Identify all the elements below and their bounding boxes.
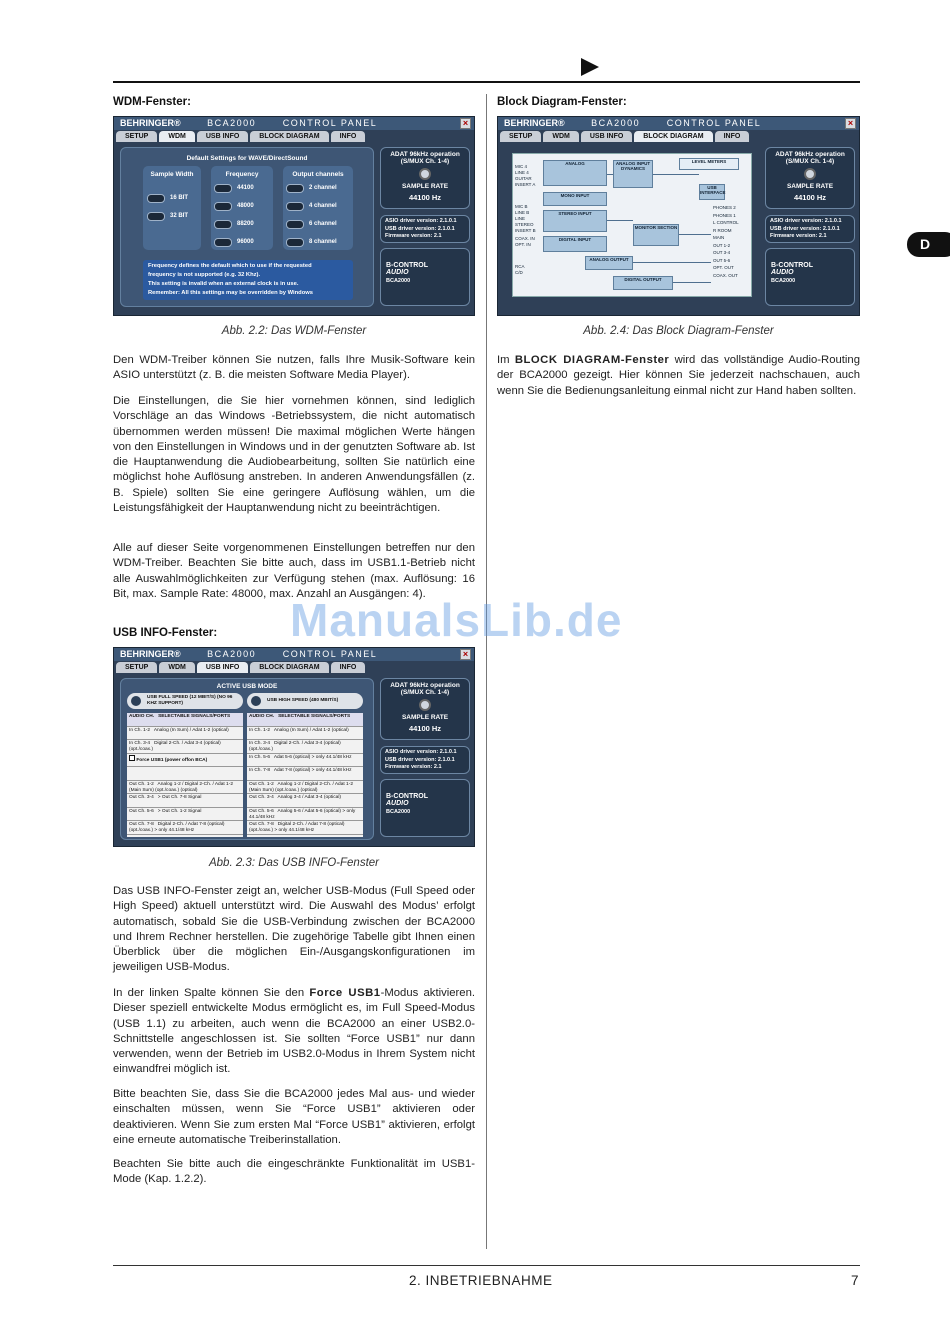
adat-knob-icon[interactable] (804, 168, 816, 180)
logo-box: B-CONTROL AUDIO BCA2000 (380, 248, 470, 306)
bit-16-option[interactable]: 16 BIT (147, 189, 201, 207)
freq-88200-option[interactable]: 88200 (214, 215, 273, 233)
usb-paragraph-1: Das USB INFO-Fenster zeigt an, welcher USB-Modus (Full Speed oder High Speed) aktuell unterstützt wird. Die Auswahl des Modus’ erfolgt automatisch, sobald Sie die USB-Verbindung zwischen der BCA2000 und Ihrem Rechner herstellen. Die zugehörige Tabelle gibt Ihnen einen Überblick über die möglichen Ein-/Ausgangskonfigurationen im jeweiligen USB-Modus. (113, 885, 475, 974)
tab-info[interactable]: INFO (715, 131, 750, 142)
block-diagram-heading: Block Diagram-Fenster: (497, 96, 627, 108)
version-box: ASIO driver version: 2.1.0.1 USB driver version: 2.1.0.1 Firmware version: 2.1 (380, 746, 470, 774)
full-speed-table (127, 713, 243, 837)
table-row: Out Ch. 5-6 Analog 5-6 / Adat 5-6 (optical) > only 44.1/48 kHz (247, 808, 363, 822)
high-speed-indicator: USB HIGH SPEED (480 MBIT/S) (247, 693, 363, 709)
usb-paragraph-2: In der linken Spalte können Sie den Force USB1-Modus aktivieren. Dieser speziell entwickelte Modus ermöglicht es, im Full Speed-Modus (USB 1.1) zu arbeiten, auch wenn die BCA2000 an einer USB2.0-Schnittstelle angeschlossen ist. Sie sollten “Force USB1” nur dann verwenden, wenn der Betrieb im USB2.0-Modus in Ihrem System nicht einwandfrei möglich ist. (113, 987, 475, 1076)
wdm-paragraph-2: Die Einstellungen, die Sie hier vornehmen können, sind lediglich Vorschläge an das Windows -Betriebssystem, die nicht automatisch übernommen werden müssen! Die maximal möglichen Werte hängen von den Einstellungen in Windows und in der genutzten Software ab. Ist die Hauptanwendung die Audiobearbeitung, sollten Sie natürlich eine möglichst hohe Auflösung anstreben. In anderen Anwendungsfällen (z. B. Spiele) sollten Sie eine geringere Auflösung wählen, um die Leistungsfähigkeit der Hauptanwendung nicht zu beeinträchtigen. (113, 395, 475, 515)
sample-width-group (143, 166, 201, 250)
digital-input-block: DIGITAL INPUT (543, 236, 607, 252)
close-icon[interactable]: × (460, 118, 471, 129)
sample-rate-box: ADAT 96kHz operation (S/MUX Ch. 1-4) SAMPLE RATE 44100 Hz (380, 678, 470, 740)
radio-button[interactable] (286, 184, 304, 193)
signal-line (607, 220, 633, 221)
analog-block: ANALOG (543, 160, 607, 186)
tab-setup[interactable]: SETUP (116, 662, 157, 673)
radio-button[interactable] (214, 220, 232, 229)
table-row: Out Ch. 1-2 Analog 1-2 / Digital 2-Ch. / Adat 1-2 (Main Sum) (opt./coax.) (optical) (127, 781, 243, 795)
tab-info[interactable]: INFO (331, 662, 366, 673)
language-tab-d: D (907, 232, 950, 257)
model-label: BCA2000 (591, 118, 641, 128)
force-usb1-row[interactable]: Force USB1 (power offon BCA) (127, 754, 243, 768)
tab-block-diagram[interactable]: BLOCK DIAGRAM (250, 131, 328, 142)
tab-wdm[interactable]: WDM (159, 662, 195, 673)
out-8ch-option[interactable]: 8 channel (286, 233, 353, 251)
level-meters-block: LEVEL METERS (679, 158, 739, 170)
tab-usb-info[interactable]: USB INFO (581, 131, 632, 142)
block-diagram-paragraph: Im BLOCK DIAGRAM-Fenster wird das vollständige Audio-Routing der BCA2000 gezeigt. Hier können Sie jederzeit nachschauen, auch wenn Sie die Bedienungsanleitung einmal nicht zur Hand haben sollten. (497, 354, 860, 397)
sample-rate-box: ADAT 96kHz operation (S/MUX Ch. 1-4) SAMPLE RATE 44100 Hz (380, 147, 470, 209)
window-title: CONTROL PANEL (666, 118, 762, 128)
close-icon[interactable]: × (460, 649, 471, 660)
defaults-title: Default Settings for WAVE/DirectSound (186, 155, 308, 162)
radio-button[interactable] (214, 184, 232, 193)
signal-line (607, 174, 613, 175)
frequency-label: Frequency (225, 171, 259, 178)
bottom-rule (113, 1265, 860, 1266)
tab-usb-info[interactable]: USB INFO (197, 662, 248, 673)
model-label: BCA2000 (207, 118, 257, 128)
brand-label: BEHRINGER® (504, 118, 565, 128)
high-speed-table (247, 713, 363, 837)
tab-bar (500, 131, 749, 142)
wdm-caption: Abb. 2.2: Das WDM-Fenster (221, 325, 367, 337)
bit-32-option[interactable]: 32 BIT (147, 207, 201, 225)
signal-line (679, 234, 711, 235)
dynamics-block: ANALOG INPUT DYNAMICS (613, 160, 653, 188)
freq-96000-option[interactable]: 96000 (214, 233, 273, 251)
block-diagram (512, 153, 752, 297)
output-labels: PHONES 2 PHONES 1 L CONTROL R ROOM MAIN OUT 1-2 OUT 3-4 OUT 5-6 OPT. OUT COAX. OUT (713, 205, 739, 278)
tab-wdm[interactable]: WDM (159, 131, 195, 142)
wdm-heading: WDM-Fenster: (113, 96, 191, 108)
sample-rate-box: ADAT 96kHz operation (S/MUX Ch. 1-4) SAMPLE RATE 44100 Hz (765, 147, 855, 209)
play-arrow-icon (581, 58, 599, 76)
input-labels-a: MIC 4 LINE 4 GUITAR INSERT A (515, 164, 536, 187)
usb-mode-panel (120, 678, 374, 840)
analog-output-block: ANALOG OUTPUT (585, 256, 633, 270)
digital-output-block: DIGITAL OUTPUT (613, 276, 673, 290)
freq-48000-option[interactable]: 48000 (214, 197, 273, 215)
radio-button[interactable] (147, 194, 165, 203)
wdm-paragraph-1: Den WDM-Treiber können Sie nutzen, falls Ihre Musik-Software kein ASIO unterstützt (z. B. die meisten Software Media Player). (113, 354, 475, 382)
signal-line (673, 282, 711, 283)
led-icon (251, 696, 261, 706)
window-titlebar (114, 117, 474, 130)
table-row: In Ch. 1-2 Analog (In Sum) / Adat 1-2 (optical) (127, 727, 243, 741)
version-box: ASIO driver version: 2.1.0.1 USB driver version: 2.1.0.1 Firmware version: 2.1 (765, 215, 855, 243)
frequency-group (211, 166, 273, 250)
wdm-paragraph-3: Alle auf dieser Seite vorgenommenen Einstellungen betreffen nur den WDM-Treiber. Beachten Sie bitte auch, dass im USB1.1-Betrieb nicht alle Auswahlmöglichkeiten zur Verfügung stehen (max. Auflösung: 16 Bit, max. Sample Rate: 48000, max. Anzahl an Ausgängen: 4). (113, 542, 475, 600)
block-diagram-caption: Abb. 2.4: Das Block Diagram-Fenster (583, 325, 774, 337)
input-labels-digital: COAX. IN OPT. IN (515, 236, 535, 247)
wdm-settings-panel (120, 147, 374, 307)
tab-block-diagram[interactable]: BLOCK DIAGRAM (250, 662, 328, 673)
tab-block-diagram[interactable]: BLOCK DIAGRAM (634, 131, 712, 142)
brand-label: BEHRINGER® (120, 649, 181, 659)
version-box: ASIO driver version: 2.1.0.1 USB driver version: 2.1.0.1 Firmware version: 2.1 (380, 215, 470, 243)
logo-box: B-CONTROL AUDIO BCA2000 (380, 779, 470, 837)
window-title: CONTROL PANEL (282, 118, 378, 128)
radio-button[interactable] (147, 212, 165, 221)
usb-paragraph-4: Beachten Sie bitte auch die eingeschränkte Funktionalität im USB1-Mode (Kap. 1.2.2). (113, 1158, 475, 1186)
out-4ch-option[interactable]: 4 channel (286, 197, 353, 215)
watermark: ManualsLib.de (290, 594, 623, 646)
block-diagram-window (497, 116, 860, 316)
table-row: Out Ch. 7-8 Digital 2-Ch. / Adat 7-8 (optical) (opt./coax.) > only 44.1/48 kHz (127, 821, 243, 835)
tab-usb-info[interactable]: USB INFO (197, 131, 248, 142)
table-row: Out Ch. 3-4 Analog 3-4 / Adat 3-4 (optical) (247, 794, 363, 808)
table-header: AUDIO CH. SELECTABLE SIGNALS/PORTS (127, 713, 243, 727)
led-icon (131, 696, 141, 706)
freq-44100-option[interactable]: 44100 (214, 179, 273, 197)
model-label: BCA2000 (207, 649, 257, 659)
output-channels-group (283, 166, 353, 250)
output-channels-label: Output channels (292, 171, 344, 178)
tab-bar (116, 662, 365, 673)
table-row: In Ch. 5-6 Adat 5-6 (optical) > only 44.1/48 kHz (247, 754, 363, 768)
brand-label: BEHRINGER® (120, 118, 181, 128)
table-row: In Ch. 7-8 Adat 7-8 (optical) > only 44.1/48 kHz (247, 767, 363, 781)
sample-width-label: Sample Width (150, 171, 194, 178)
wdm-window (113, 116, 475, 316)
close-icon[interactable]: × (845, 118, 856, 129)
active-usb-mode-label: ACTIVE USB MODE (216, 683, 278, 690)
adat-knob-icon[interactable] (419, 168, 431, 180)
table-row: Out Ch. 1-2 Analog 1-2 / Digital 2-Ch. / Adat 1-2 (Main Sum) (opt./coax.) (optical) (247, 781, 363, 795)
mono-input-block: MONO INPUT (543, 192, 607, 206)
table-row: Out Ch. 5-6 > Out Ch. 1-2 Signal (127, 808, 243, 822)
table-row (127, 767, 243, 781)
window-title: CONTROL PANEL (282, 649, 378, 659)
tab-setup[interactable]: SETUP (500, 131, 541, 142)
monitor-section-block: MONITOR SECTION (633, 224, 679, 246)
tab-bar (116, 131, 365, 142)
tab-info[interactable]: INFO (331, 131, 366, 142)
top-rule (113, 81, 860, 83)
tab-wdm[interactable]: WDM (543, 131, 579, 142)
tab-setup[interactable]: SETUP (116, 131, 157, 142)
stereo-input-block: STEREO INPUT (543, 210, 607, 232)
radio-button[interactable] (286, 238, 304, 247)
signal-line (633, 262, 711, 263)
usb-info-caption: Abb. 2.3: Das USB INFO-Fenster (208, 857, 379, 869)
radio-button[interactable] (286, 220, 304, 229)
input-labels-b: MIC B LINE B LINE STEREO INSERT B (515, 204, 536, 233)
out-6ch-option[interactable]: 6 channel (286, 215, 353, 233)
force-usb1-checkbox[interactable] (129, 755, 135, 761)
full-speed-indicator: USB FULL SPEED (12 MBIT/S) (NO 96 KHZ SUPPORT) (127, 693, 243, 709)
page-number: 7 (851, 1273, 860, 1288)
radio-button[interactable] (214, 202, 232, 211)
table-row: Out Ch. 3-4 > Out Ch. 7-8 Signal (127, 794, 243, 808)
usb-paragraph-3: Bitte beachten Sie, dass Sie die BCA2000 jedes Mal aus- und wieder einschalten müssen, wenn Sie “Force USB1” aktivieren oder deaktivieren. Wenn Sie zum ersten Mal “Force USB1” aktivieren, erfolgt eine erneute automatische Treiberinstallation. (113, 1088, 475, 1146)
frequency-note: Frequency defines the default which to use if the requested frequency is not supported (e.g. 32 Khz). This setting is invalid when an external clock is in use. Remember: All this settings may be overridden by Windows (143, 260, 353, 300)
table-row: In Ch. 3-4 Digital 2-Ch. / Adat 3-4 (optical) (opt./coax.) (247, 740, 363, 754)
signal-line (653, 174, 699, 175)
logo-box: B-CONTROL AUDIO BCA2000 (765, 248, 855, 306)
window-titlebar (498, 117, 859, 130)
column-separator (486, 94, 487, 1249)
radio-button[interactable] (286, 202, 304, 211)
usb-info-heading: USB INFO-Fenster: (113, 627, 218, 639)
radio-button[interactable] (214, 238, 232, 247)
out-2ch-option[interactable]: 2 channel (286, 179, 353, 197)
table-row: In Ch. 3-4 Digital 2-Ch. / Adat 3-4 (optical) (opt./coax.) (127, 740, 243, 754)
table-row: Out Ch. 7-8 Digital 2-Ch. / Adat 7-8 (optical) (opt./coax.) > only 44.1/48 kHz (247, 821, 363, 835)
footer-section: 2. INBETRIEBNAHME (409, 1273, 553, 1288)
rca-label: RCA C/D (515, 264, 525, 275)
adat-knob-icon[interactable] (419, 699, 431, 711)
table-header: AUDIO CH. SELECTABLE SIGNALS/PORTS (247, 713, 363, 727)
usb-info-window (113, 647, 475, 847)
window-titlebar (114, 648, 474, 661)
usb-interface-block: USB INTERFACE (699, 184, 725, 200)
table-row: In Ch. 1-2 Analog (In Sum) / Adat 1-2 (optical) (247, 727, 363, 741)
